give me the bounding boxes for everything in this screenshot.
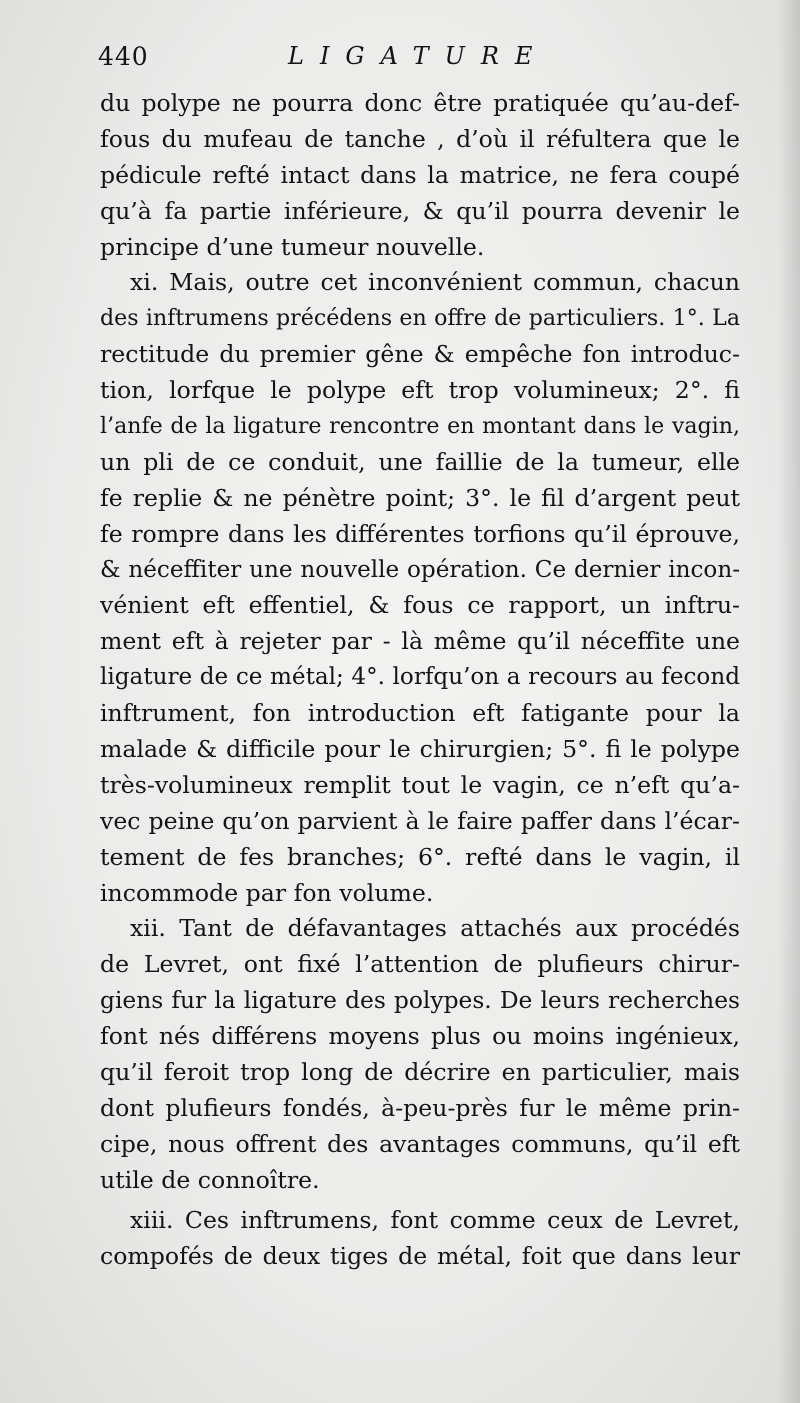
text-line: giens fur la ligature des polypes. De leurs recherches xyxy=(100,986,740,1015)
text-line: & néceffiter une nouvelle opération. Ce dernier incon- xyxy=(100,556,740,583)
text-line: ment eft à rejeter par - là même qu’il néceffite une xyxy=(100,627,740,656)
text-line: un pli de ce conduit, une faillie de la tumeur, elle xyxy=(100,447,740,476)
text-line: qu’à fa partie inférieure, & qu’il pourra devenir le xyxy=(100,196,740,225)
page-edge-shadow xyxy=(778,0,800,1403)
text-line: tement de fes branches; 6°. refté dans le vagin, il xyxy=(100,842,740,871)
text-line: tion, lorfque le polype eft trop volumineux; 2°. fi xyxy=(100,376,740,405)
text-line: utile de connoître. xyxy=(100,1165,320,1194)
page-number: 440 xyxy=(98,42,149,71)
paragraph xyxy=(100,86,740,265)
text-line: très-volumineux remplit tout le vagin, ce n’eft qu’a- xyxy=(100,770,740,799)
text-line: rectitude du premier gêne & empêche fon introduc- xyxy=(100,340,740,369)
text-line: malade & difficile pour le chirurgien; 5°. fi le polype xyxy=(100,735,740,764)
body-text xyxy=(100,86,740,1274)
text-line: l’anfe de la ligature rencontre en montant dans le vagin, xyxy=(100,413,740,440)
text-line: principe d’une tumeur nouvelle. xyxy=(100,232,485,261)
text-line: compofés de deux tiges de métal, foit que dans leur xyxy=(100,1241,740,1270)
text-line: qu’il feroit trop long de décrire en particulier, mais xyxy=(100,1058,740,1087)
text-line: fe replie & ne pénètre point; 3°. le fil d’argent peut xyxy=(100,483,740,512)
paragraph xyxy=(100,265,740,911)
text-line: du polype ne pourra donc être pratiquée qu’au-def- xyxy=(100,89,740,117)
text-line: pédicule refté intact dans la matrice, ne fera coupé xyxy=(100,160,740,189)
text-line: de Levret, ont fixé l’attention de plufieurs chirur- xyxy=(100,950,740,979)
text-line: font nés différens moyens plus ou moins ingénieux, xyxy=(100,1022,740,1051)
text-line: des inftrumens précédens en offre de particuliers. 1°. La xyxy=(100,305,740,332)
text-line: incommode par fon volume. xyxy=(100,878,434,907)
text-line: xi. Mais, outre cet inconvénient commun, chacun xyxy=(130,268,740,297)
text-line: xii. Tant de défavantages attachés aux procédés xyxy=(130,914,740,943)
text-line: xiii. Ces inftrumens, font comme ceux de Levret, xyxy=(130,1205,740,1234)
text-line: ligature de ce métal; 4°. lorfqu’on a recours au fecond xyxy=(100,664,740,691)
page-header xyxy=(98,42,738,82)
text-line: dont plufieurs fondés, à-peu-près fur le même prin- xyxy=(100,1093,740,1122)
text-line: vec peine qu’on parvient à le faire paffer dans l’écar- xyxy=(100,806,740,835)
running-title: LIGATURE xyxy=(288,42,549,70)
paragraph xyxy=(100,911,740,1198)
text-line: inftrument, fon introduction eft fatigante pour la xyxy=(100,699,740,728)
text-line: fous du mufeau de tanche , d’où il réfultera que le xyxy=(100,124,740,153)
paragraph xyxy=(100,1203,740,1275)
text-line: cipe, nous offrent des avantages communs, qu’il eft xyxy=(100,1129,740,1158)
text-line: vénient eft effentiel, & fous ce rapport, un inftru- xyxy=(100,591,740,620)
text-line: fe rompre dans les différentes torfions qu’il éprouve, xyxy=(100,519,740,548)
